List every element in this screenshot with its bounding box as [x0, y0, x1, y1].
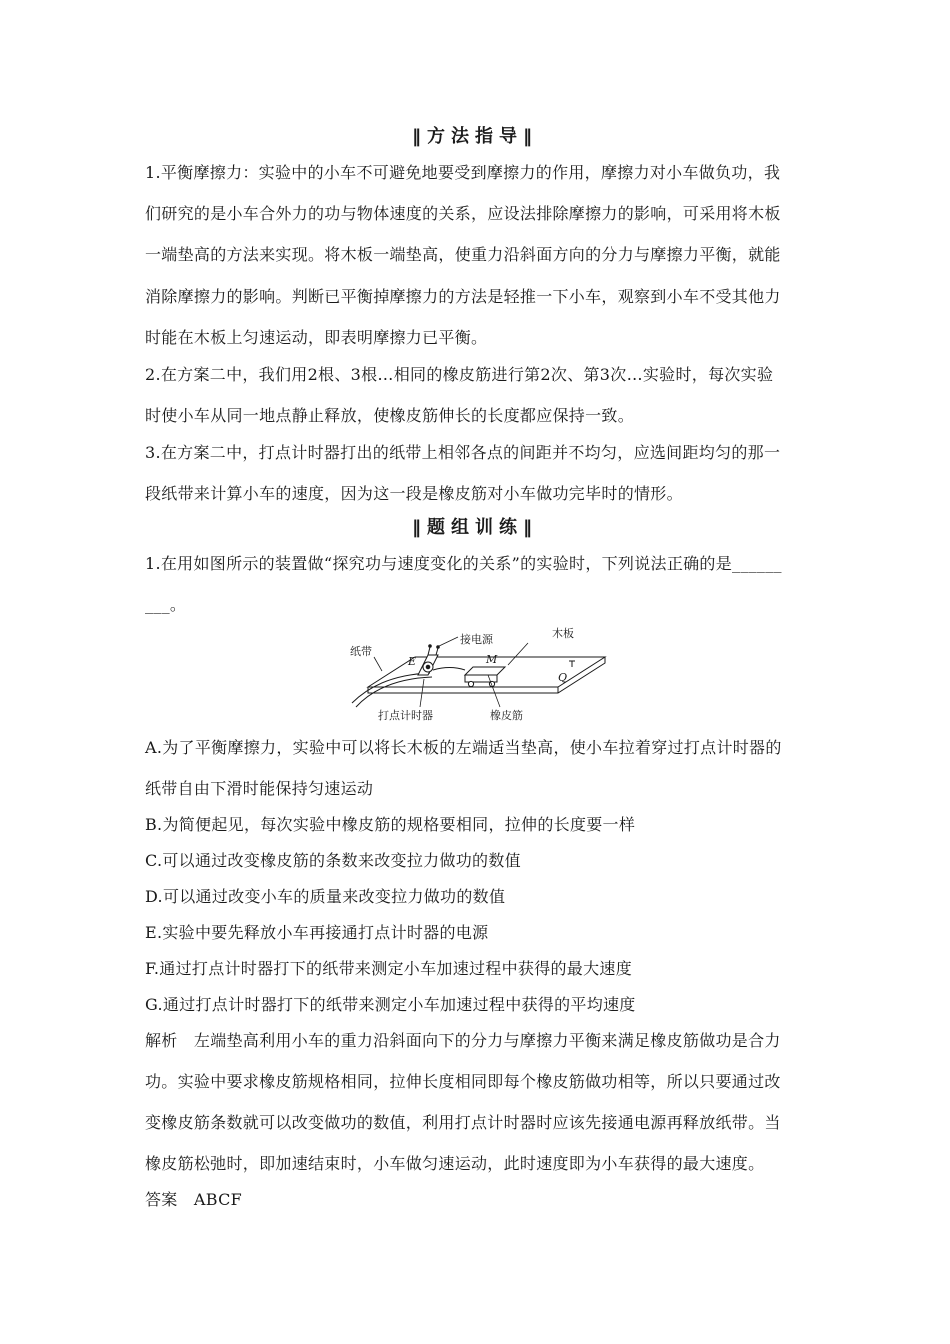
- method-line-3: 一端垫高的方法来实现。将木板一端垫高，使重力沿斜面方向的分力与摩擦力平衡，就能: [145, 245, 781, 264]
- option-g: G.通过打点计时器打下的纸带来测定小车加速过程中获得的平均速度: [145, 995, 636, 1014]
- label-paper-tape: 纸带: [350, 645, 372, 658]
- method-line-6: 2.在方案二中，我们用2根、3根…相同的橡皮筋进行第2次、第3次…实验时，每次实验: [145, 365, 774, 384]
- leader-lines: [374, 637, 528, 707]
- section-title-exercise: ‖题组训练‖: [412, 517, 538, 538]
- question-line-2: ___。: [145, 595, 187, 614]
- label-timer: 打点计时器: [378, 709, 433, 722]
- option-a-line-1: A.为了平衡摩擦力，实验中可以将长木板的左端适当垫高，使小车拉着穿过打点计时器的: [145, 738, 782, 757]
- label-power: 接电源: [460, 633, 493, 646]
- analysis-line-3: 变橡皮筋条数就可以改变做功的数值，利用打点计时器时应该先接通电源再释放纸带。当: [145, 1113, 781, 1132]
- experiment-apparatus-figure: [340, 615, 620, 725]
- rubber-band: [433, 668, 465, 671]
- section-title-method: ‖方法指导‖: [412, 126, 538, 147]
- label-m: M: [486, 653, 498, 666]
- answer: 答案 ABCF: [145, 1190, 243, 1209]
- label-rubber: 橡皮筋: [490, 709, 523, 722]
- label-board: 木板: [552, 627, 574, 640]
- method-line-9: 段纸带来计算小车的速度，因为这一段是橡皮筋对小车做功完毕时的情形。: [145, 484, 683, 503]
- option-e: E.实验中要先释放小车再接通打点计时器的电源: [145, 923, 489, 942]
- analysis-line-1: 解析 左端垫高利用小车的重力沿斜面向下的分力与摩擦力平衡来满足橡皮筋做功是合力: [145, 1031, 781, 1050]
- method-line-7: 时使小车从同一地点静止释放，使橡皮筋伸长的长度都应保持一致。: [145, 406, 635, 425]
- option-b: B.为简便起见，每次实验中橡皮筋的规格要相同，拉伸的长度要一样: [145, 815, 636, 834]
- label-e: E: [408, 655, 417, 668]
- method-line-4: 消除摩擦力的影响。判断已平衡掉摩擦力的方法是轻推一下小车，观察到小车不受其他力: [145, 287, 781, 306]
- method-line-5: 时能在木板上匀速运动，即表明摩擦力已平衡。: [145, 328, 488, 347]
- question-line-1: 1.在用如图所示的装置做“探究功与速度变化的关系”的实验时，下列说法正确的是______: [145, 554, 782, 573]
- dot-timer: [418, 645, 439, 675]
- option-f: F.通过打点计时器打下的纸带来测定小车加速过程中获得的最大速度: [145, 959, 632, 978]
- method-line-1: 1.平衡摩擦力：实验中的小车不可避免地要受到摩擦力的作用，摩擦力对小车做负功，我: [145, 163, 781, 182]
- label-q: Q: [558, 671, 568, 684]
- point-q-nail: [569, 661, 575, 667]
- analysis-line-2: 功。实验中要求橡皮筋规格相同，拉伸长度相同即每个橡皮筋做功相等，所以只要通过改: [145, 1072, 781, 1091]
- cart: [465, 667, 505, 687]
- analysis-line-4: 橡皮筋松弛时，即加速结束时，小车做匀速运动，此时速度即为小车获得的最大速度。: [145, 1154, 765, 1173]
- option-a-line-2: 纸带自由下滑时能保持匀速运动: [145, 779, 374, 798]
- method-line-2: 们研究的是小车合外力的功与物体速度的关系，应设法排除摩擦力的影响，可采用将木板: [145, 204, 781, 223]
- paper-tape: [352, 673, 432, 707]
- method-line-8: 3.在方案二中，打点计时器打出的纸带上相邻各点的间距并不均匀，应选间距均匀的那一: [145, 443, 781, 462]
- option-d: D.可以通过改变小车的质量来改变拉力做功的数值: [145, 887, 506, 906]
- option-c: C.可以通过改变橡皮筋的条数来改变拉力做功的数值: [145, 851, 521, 870]
